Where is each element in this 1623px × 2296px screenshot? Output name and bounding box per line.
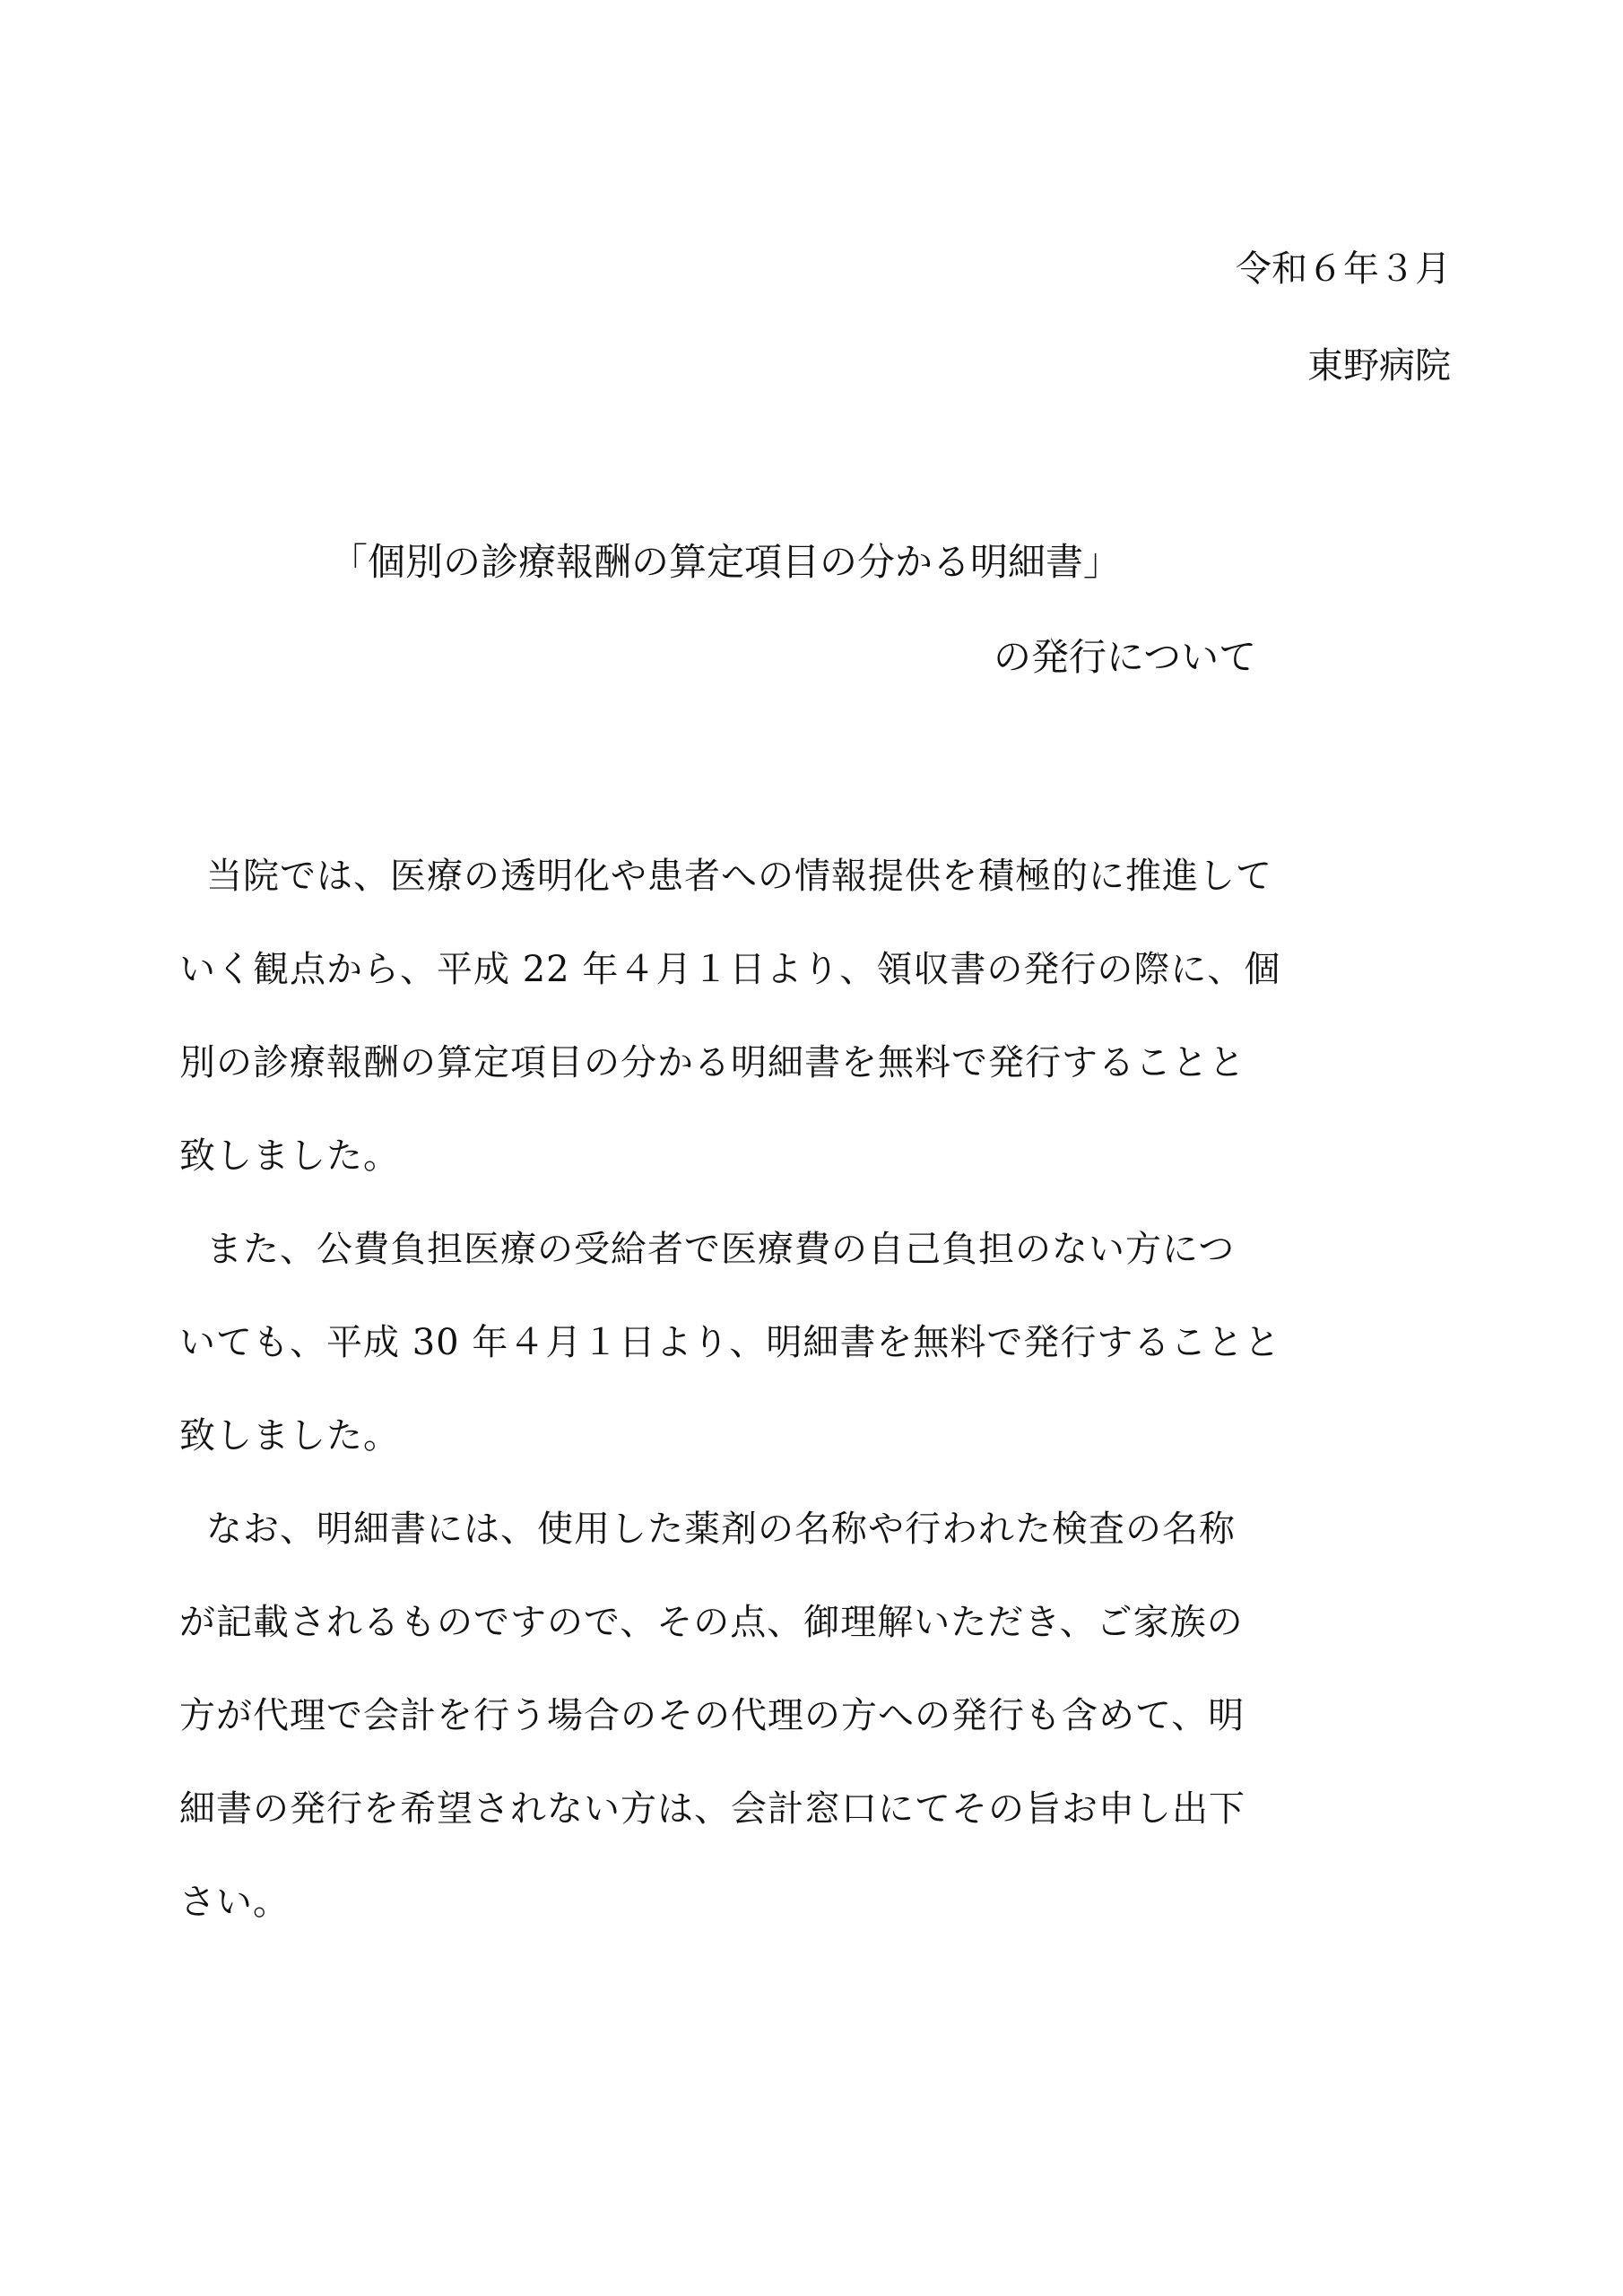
body-line: が記載されるものですので、その点、御理解いただき、ご家族の <box>179 1602 1244 1643</box>
body-line: また、公費負担医療の受給者で医療費の自己負担のない方につ <box>206 1229 1236 1270</box>
title-line-1: 「個別の診療報酬の算定項目の分かる明細書」 <box>330 540 1122 584</box>
body-line: いても、平成 30 年４月１日より、明細書を無料で発行することと <box>179 1322 1281 1363</box>
body-line: 細書の発行を希望されない方は、会計窓口にてその旨お申し出下 <box>179 1788 1245 1830</box>
document-body <box>179 830 1417 1949</box>
body-line: 方が代理で会計を行う場合のその代理の方への発行も含めて、明 <box>179 1695 1245 1736</box>
body-line: なお、明細書には、使用した薬剤の名称や行われた検査の名称 <box>206 1509 1236 1550</box>
document-title <box>330 540 1316 680</box>
issue-date: 令和６年３月 <box>1236 248 1451 290</box>
title-line-2: の発行について <box>994 635 1257 679</box>
body-line: いく観点から、平成 22 年４月１日より、領収書の発行の際に、個 <box>179 949 1281 990</box>
body-line: 致しました。 <box>179 1135 400 1177</box>
document-header <box>1236 248 1451 445</box>
body-line: 別の診療報酬の算定項目の分かる明細書を無料で発行することと <box>179 1042 1245 1083</box>
body-line: 致しました。 <box>179 1415 400 1457</box>
hospital-name: 東野病院 <box>1307 345 1451 387</box>
body-line: 当院では、医療の透明化や患者への情報提供を積極的に推進して <box>206 856 1272 897</box>
body-line: さい。 <box>179 1882 290 1923</box>
